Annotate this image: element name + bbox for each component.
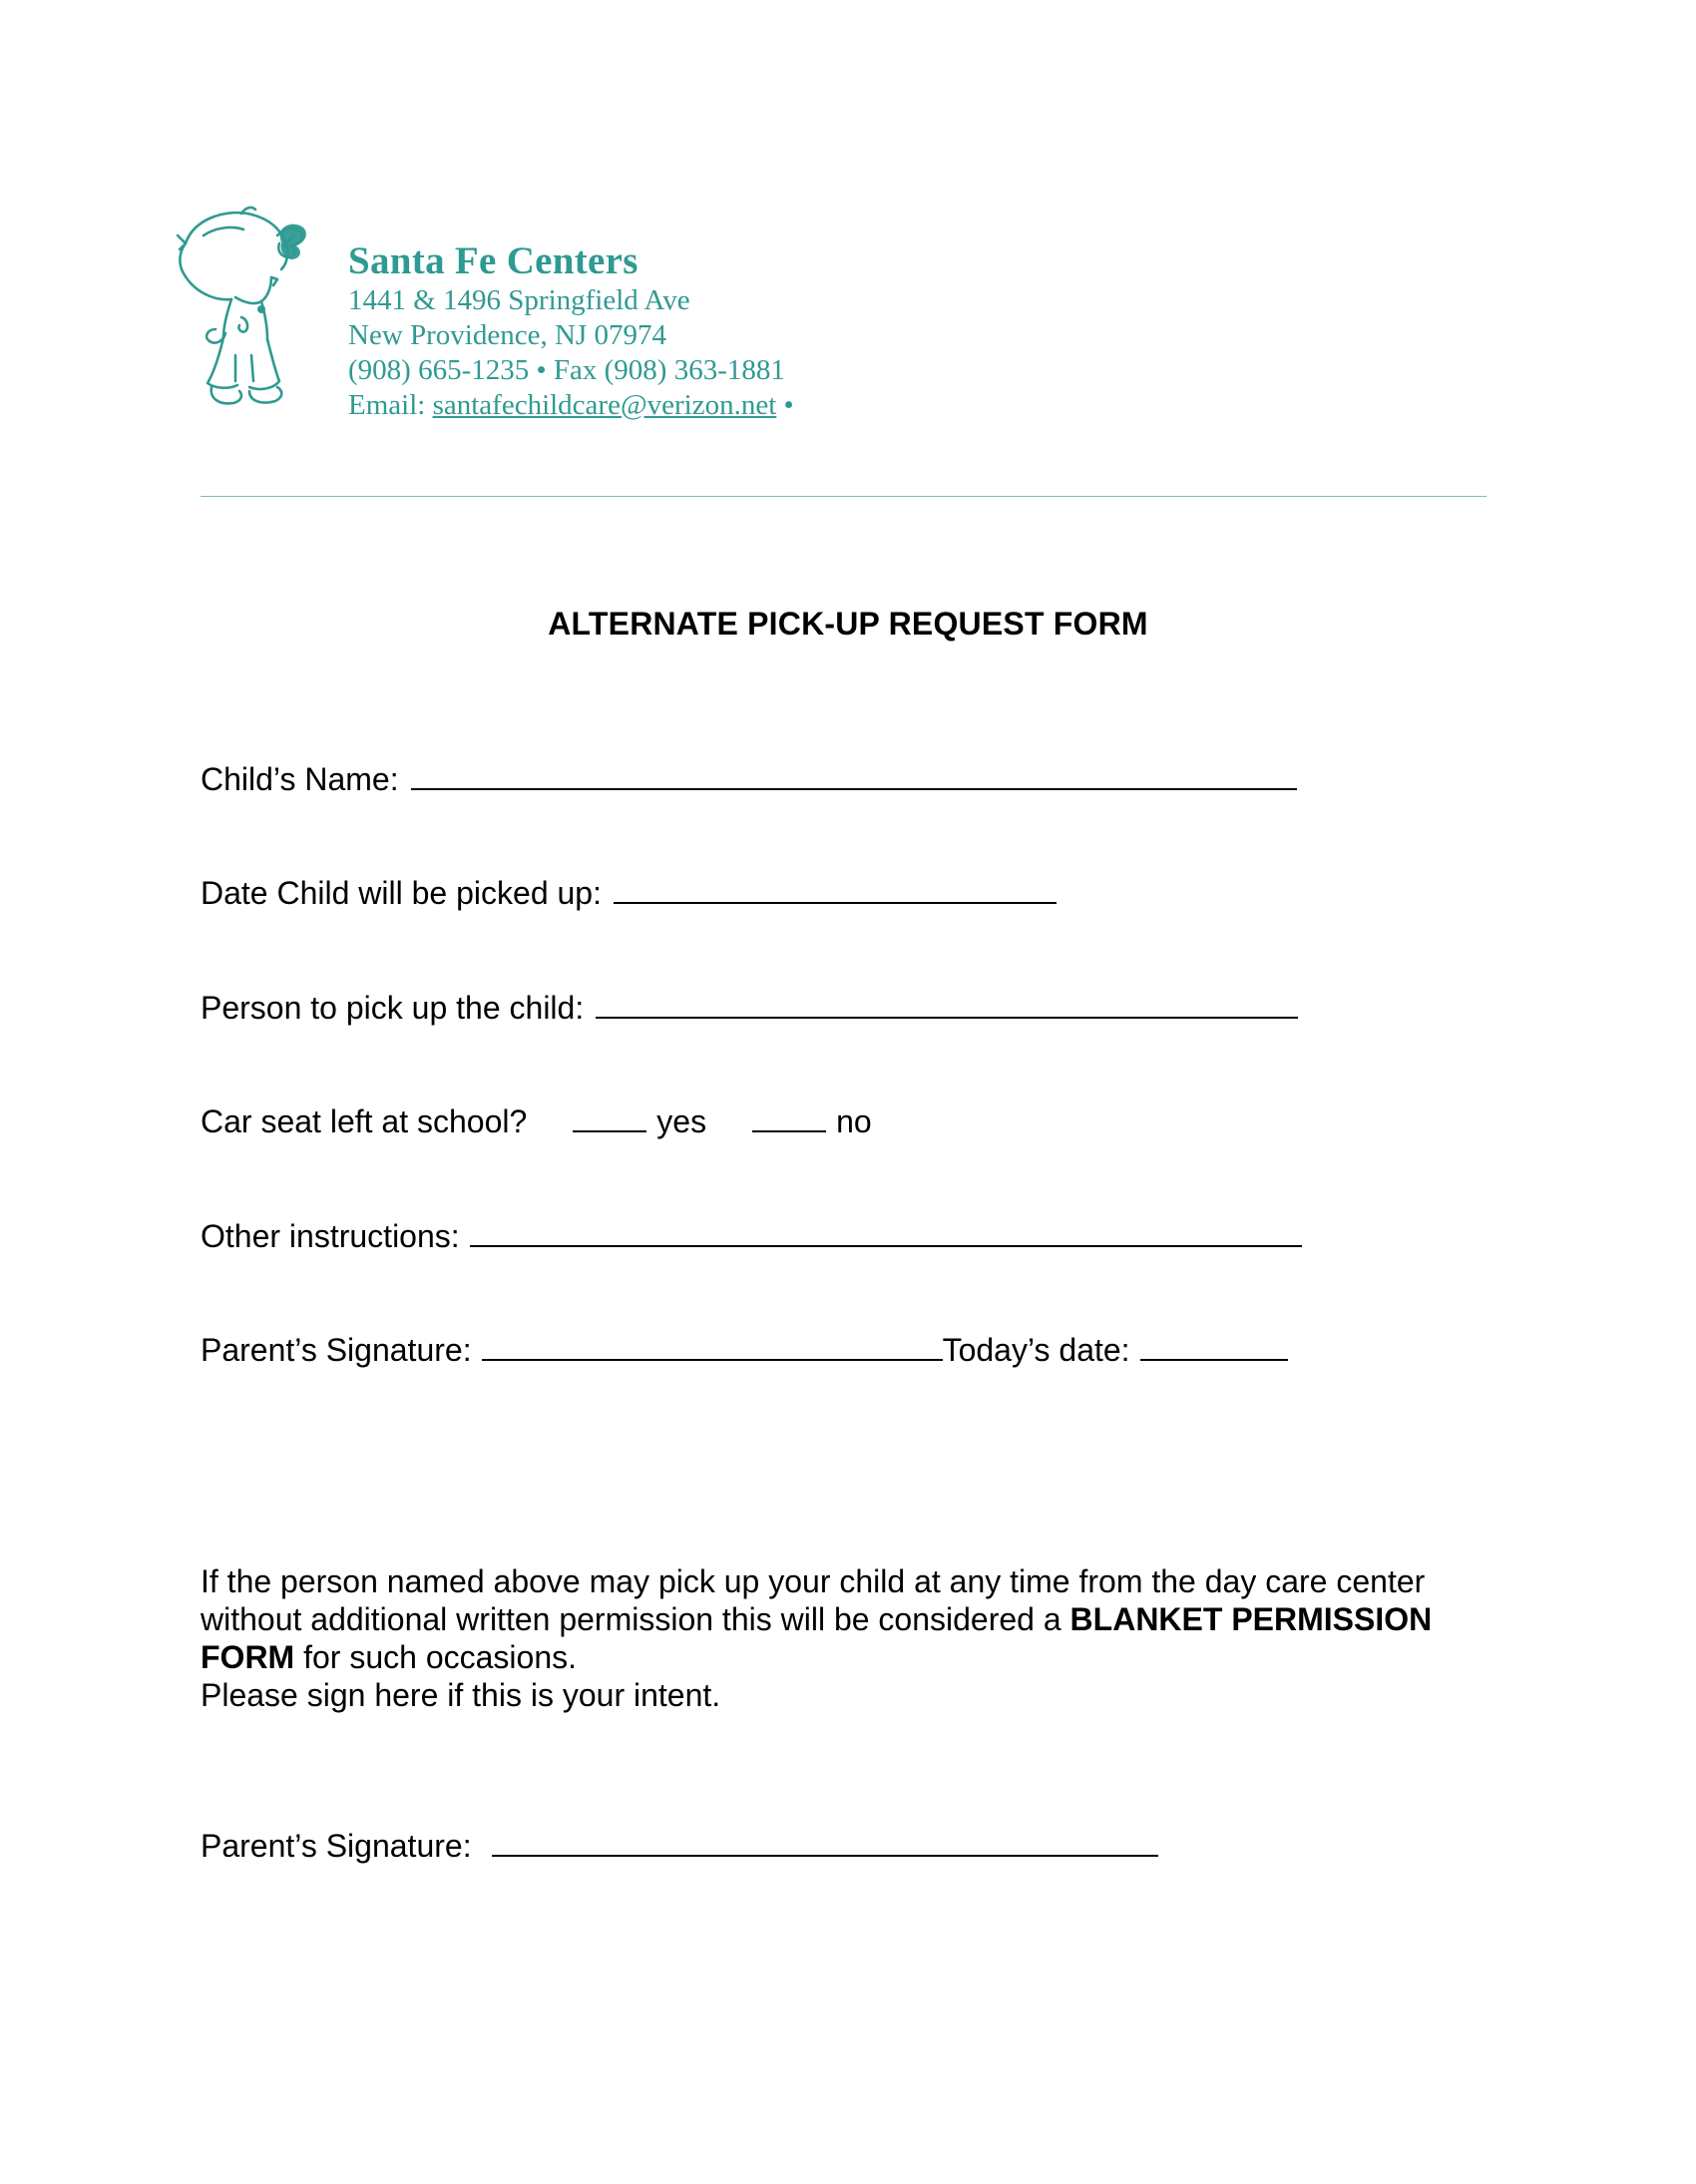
other-instructions-row — [201, 1215, 1302, 1255]
pickup-date-field[interactable] — [614, 872, 1057, 904]
phone-fax: (908) 665-1235 • Fax (908) 363-1881 — [348, 354, 785, 386]
paragraph-line-2-text: without additional written permission this will be considered a — [201, 1601, 1070, 1637]
other-instructions-field[interactable] — [470, 1215, 1302, 1247]
organization-name: Santa Fe Centers — [348, 239, 638, 282]
email-label: Email: — [348, 389, 433, 421]
parent-signature-label: Parent’s Signature: — [201, 1332, 472, 1368]
child-bonnet-logo — [176, 206, 325, 411]
signature-date-row — [201, 1329, 1288, 1369]
paragraph-line-2 — [201, 1600, 1497, 1638]
paragraph-line-3-text: for such occasions. — [294, 1639, 577, 1675]
car-seat-yes-label: yes — [656, 1103, 707, 1139]
child-name-field[interactable] — [411, 758, 1297, 790]
blanket-signature-row — [201, 1825, 1158, 1865]
pickup-date-label: Date Child will be picked up: — [201, 875, 602, 911]
car-seat-no-label: no — [836, 1103, 872, 1139]
todays-date-field[interactable] — [1140, 1329, 1288, 1361]
child-name-label: Child’s Name: — [201, 761, 399, 797]
child-name-row — [201, 758, 1297, 798]
email-link[interactable]: santafechildcare@verizon.net — [432, 389, 777, 421]
other-instructions-label: Other instructions: — [201, 1218, 460, 1254]
email-line — [348, 388, 794, 423]
car-seat-yes-blank[interactable] — [573, 1100, 646, 1132]
car-seat-label: Car seat left at school? — [201, 1103, 528, 1139]
header-divider — [201, 496, 1486, 497]
blanket-signature-label: Parent’s Signature: — [201, 1828, 472, 1864]
email-bullet: • — [776, 389, 794, 421]
blanket-permission-bold: BLANKET PERMISSION — [1069, 1601, 1433, 1637]
form-bold: FORM — [201, 1639, 295, 1675]
todays-date-label: Today’s date: — [942, 1332, 1130, 1368]
paragraph-line-4: Please sign here if this is your intent. — [201, 1677, 721, 1713]
pickup-person-label: Person to pick up the child: — [201, 990, 585, 1026]
street-address: 1441 & 1496 Springfield Ave — [348, 284, 690, 316]
city-state-zip: New Providence, NJ 07974 — [348, 319, 666, 351]
blanket-permission-paragraph — [201, 1562, 1497, 1714]
paragraph-line-1: If the person named above may pick up your child at any time from the day care center — [201, 1563, 1426, 1599]
form-title: ALTERNATE PICK-UP REQUEST FORM — [548, 606, 1148, 642]
parent-signature-field[interactable] — [482, 1329, 943, 1361]
pickup-person-row — [201, 987, 1298, 1027]
letterhead — [348, 239, 794, 423]
pickup-date-row — [201, 872, 1057, 912]
blanket-signature-field[interactable] — [492, 1825, 1158, 1857]
paragraph-line-3 — [201, 1638, 1497, 1676]
car-seat-no-blank[interactable] — [752, 1100, 826, 1132]
car-seat-row — [201, 1100, 872, 1140]
pickup-person-field[interactable] — [596, 987, 1298, 1019]
